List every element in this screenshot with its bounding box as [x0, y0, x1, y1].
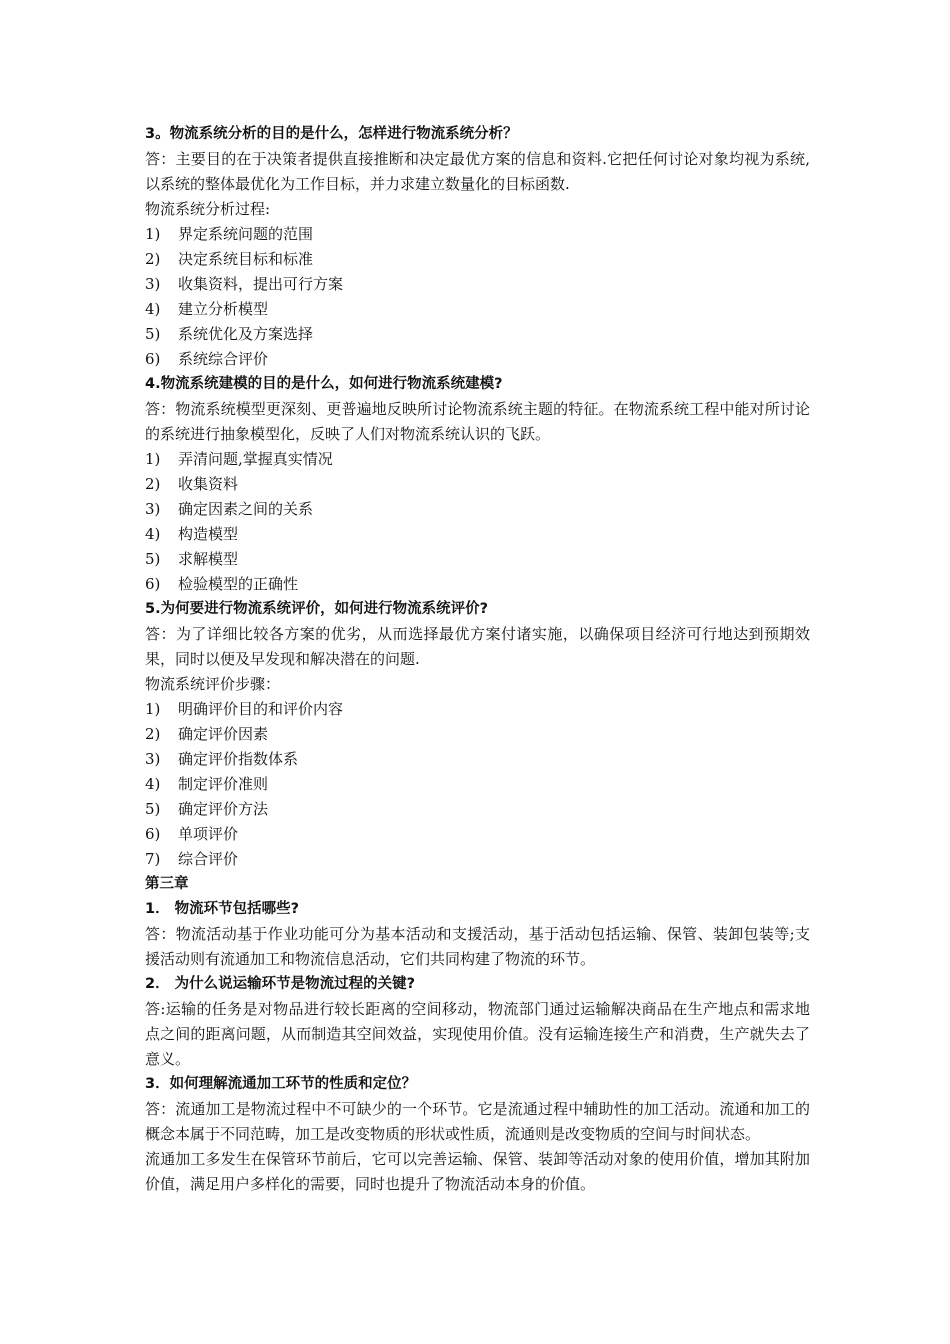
list-number: 2): [145, 250, 161, 268]
list-text: 构造模型: [178, 525, 239, 543]
list-item: [145, 547, 810, 572]
list-item: [145, 497, 810, 522]
list-text: 确定因素之间的关系: [178, 500, 314, 518]
list-item: [145, 572, 810, 597]
answer-paragraph: 答：流通加工是物流过程中不可缺少的一个环节。它是流通过程中辅助性的加工活动。流通和加工的概念本属于不同范畴，加工是改变物质的形状或性质，流通则是改变物质的空间与时间状态。: [145, 1100, 810, 1143]
list-item: [145, 847, 810, 872]
list-text: 单项评价: [178, 825, 239, 843]
list-number: 3): [145, 500, 161, 518]
list-text: 综合评价: [178, 850, 239, 868]
list-text: 系统优化及方案选择: [178, 325, 314, 343]
list-item: [145, 247, 810, 272]
list-text: 明确评价目的和评价内容: [178, 700, 344, 718]
list-item: [145, 347, 810, 372]
list-text: 制定评价准则: [178, 775, 269, 793]
list-number: 5): [145, 800, 161, 818]
list-text: 收集资料: [178, 475, 239, 493]
list-text: 确定评价因素: [178, 725, 269, 743]
chapter-heading: 第三章: [145, 876, 189, 892]
list-text: 求解模型: [178, 550, 239, 568]
list-item: [145, 822, 810, 847]
question-heading: 3．如何理解流通加工环节的性质和定位？: [145, 1076, 417, 1092]
question-heading: 2． 为什么说运输环节是物流过程的关键?: [145, 976, 416, 992]
answer-paragraph: 答：物流系统模型更深刻、更普遍地反映所讨论物流系统主题的特征。在物流系统工程中能对所讨论的系统进行抽象模型化，反映了人们对物流系统认识的飞跃。: [145, 400, 810, 443]
list-item: [145, 697, 810, 722]
question-heading: 5.为何要进行物流系统评价，如何进行物流系统评价?: [145, 601, 489, 617]
list-text: 弄清问题,掌握真实情况: [178, 450, 333, 468]
list-number: 3): [145, 275, 161, 293]
list-number: 4): [145, 300, 161, 318]
list-item: [145, 297, 810, 322]
answer-paragraph: 流通加工多发生在保管环节前后，它可以完善运输、保管、装卸等活动对象的使用价值，增加其附加价值，满足用户多样化的需要，同时也提升了物流活动本身的价值。: [145, 1150, 810, 1193]
list-text: 检验模型的正确性: [178, 575, 299, 593]
list-item: [145, 322, 810, 347]
list-text: 界定系统问题的范围: [178, 225, 314, 243]
list-item: [145, 472, 810, 497]
list-number: 1): [145, 450, 161, 468]
answer-paragraph: 答：物流活动基于作业功能可分为基本活动和支援活动，基于活动包括运输、保管、装卸包装等;支援活动则有流通加工和物流信息活动，它们共同构建了物流的环节。: [145, 925, 810, 968]
list-item: [145, 772, 810, 797]
answer-paragraph: 答：主要目的在于决策者提供直接推断和决定最优方案的信息和资料.它把任何讨论对象均视为系统,以系统的整体最优化为工作目标，并力求建立数量化的目标函数.: [145, 150, 810, 193]
list-item: [145, 272, 810, 297]
list-number: 5): [145, 550, 161, 568]
question-heading: 4.物流系统建模的目的是什么，如何进行物流系统建模?: [145, 376, 503, 392]
list-number: 5): [145, 325, 161, 343]
list-number: 4): [145, 775, 161, 793]
list-item: [145, 447, 810, 472]
question-heading: 1． 物流环节包括哪些?: [145, 901, 300, 917]
list-text: 系统综合评价: [178, 350, 269, 368]
list-number: 2): [145, 475, 161, 493]
section-intro: 物流系统分析过程:: [145, 200, 271, 218]
list-number: 1): [145, 225, 161, 243]
question-heading: 3。物流系统分析的目的是什么，怎样进行物流系统分析？: [145, 126, 518, 142]
list-text: 收集资料，提出可行方案: [178, 275, 344, 293]
document-page: [145, 122, 810, 1197]
list-text: 确定评价指数体系: [178, 750, 299, 768]
list-number: 7): [145, 850, 161, 868]
list-number: 2): [145, 725, 161, 743]
list-text: 确定评价方法: [178, 800, 269, 818]
answer-paragraph: 答:运输的任务是对物品进行较长距离的空间移动，物流部门通过运输解决商品在生产地点和需求地点之间的距离问题，从而制造其空间效益，实现使用价值。没有运输连接生产和消费，生产就失去了意义。: [145, 1000, 810, 1068]
list-item: [145, 522, 810, 547]
list-text: 决定系统目标和标准: [178, 250, 314, 268]
list-number: 6): [145, 575, 161, 593]
list-item: [145, 222, 810, 247]
list-item: [145, 722, 810, 747]
section-intro: 物流系统评价步骤：: [145, 675, 281, 693]
list-number: 1): [145, 700, 161, 718]
list-item: [145, 797, 810, 822]
list-number: 3): [145, 750, 161, 768]
list-number: 6): [145, 825, 161, 843]
answer-paragraph: 答：为了详细比较各方案的优劣，从而选择最优方案付诸实施，以确保项目经济可行地达到预期效果，同时以便及早发现和解决潜在的问题.: [145, 625, 810, 668]
list-item: [145, 747, 810, 772]
list-number: 4): [145, 525, 161, 543]
list-text: 建立分析模型: [178, 300, 269, 318]
list-number: 6): [145, 350, 161, 368]
